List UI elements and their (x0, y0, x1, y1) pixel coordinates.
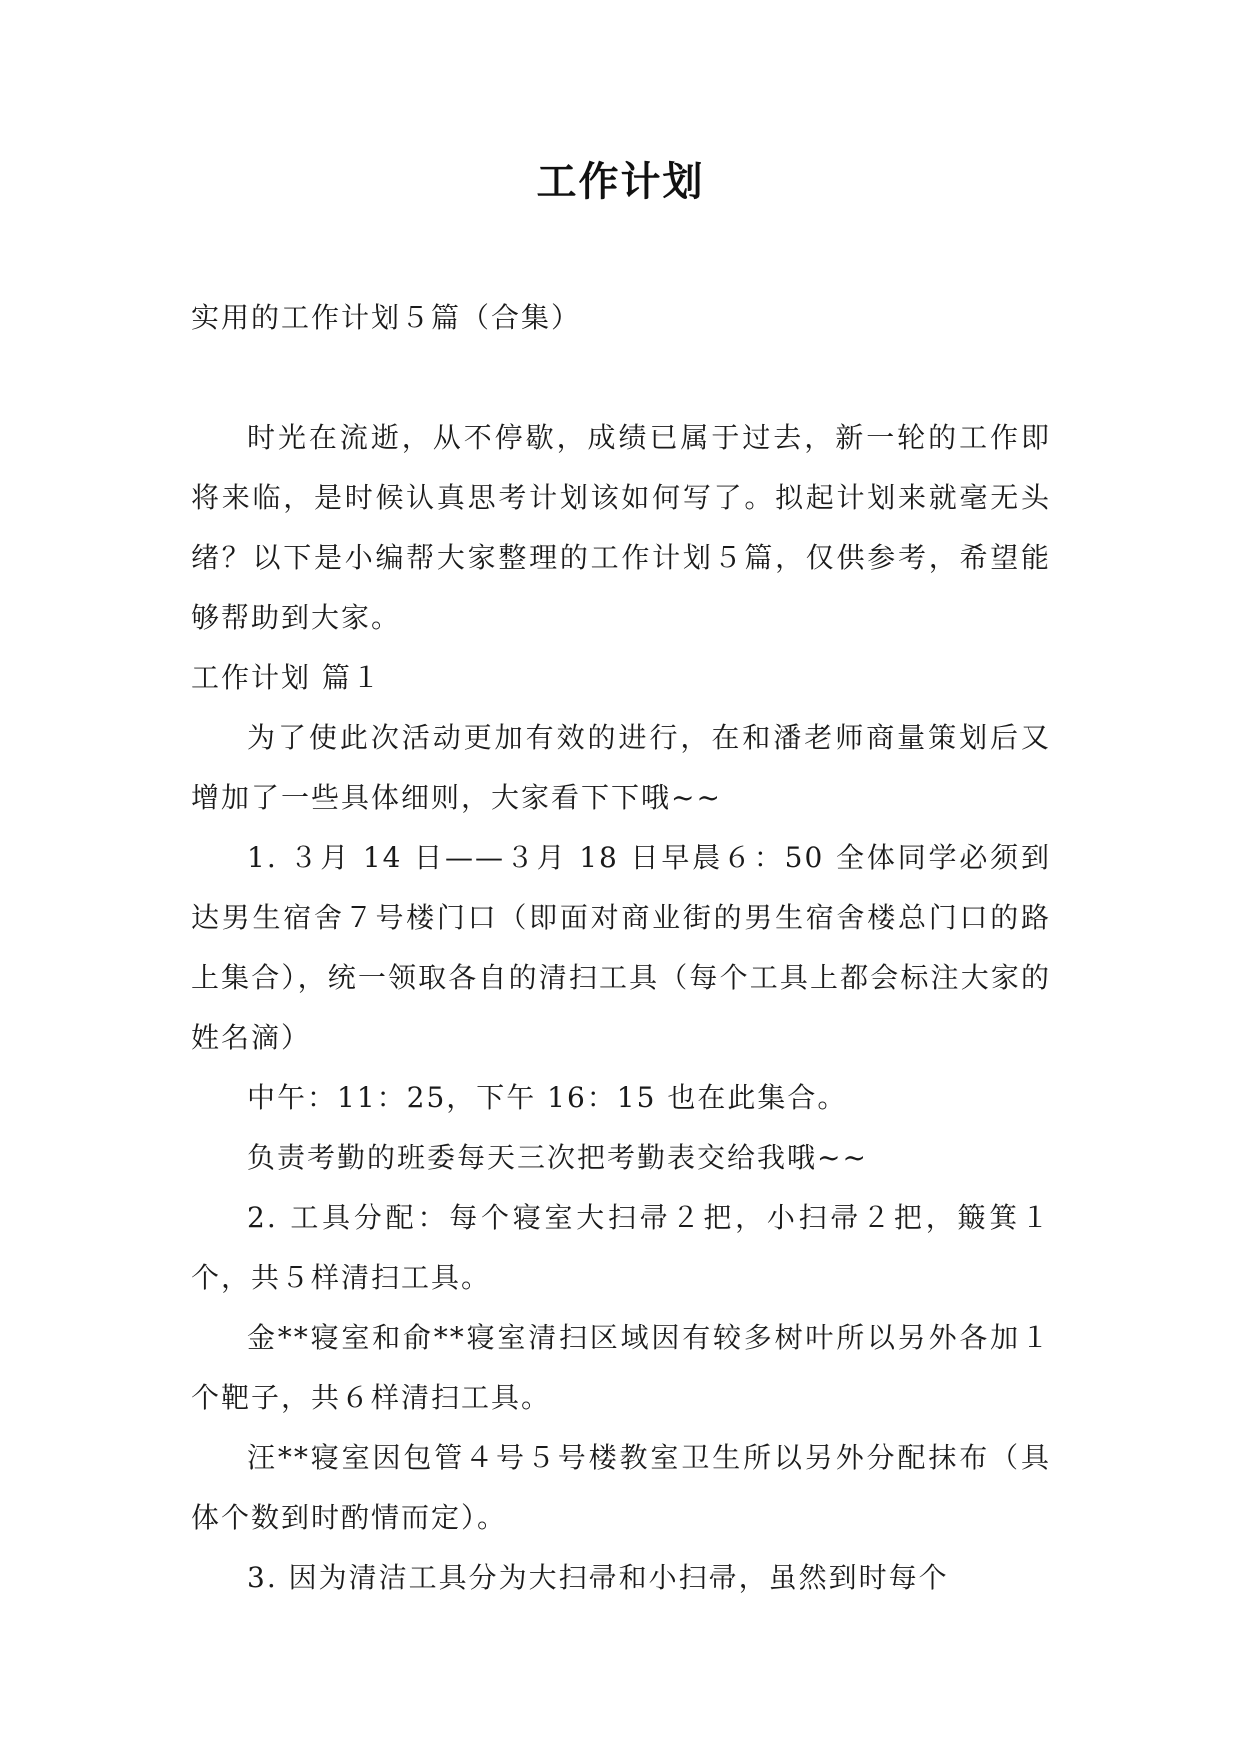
section-heading: 工作计划 篇１ (191, 661, 382, 694)
body-paragraph: 中午：11：25，下午 16：15 也在此集合。 (247, 1081, 848, 1114)
body-paragraph: 为了使此次活动更加有效的进行，在和潘老师商量策划后又增加了一些具体细则，大家看下下哦~~ (191, 721, 1051, 814)
body-paragraph: 2. 工具分配：每个寝室大扫帚２把，小扫帚２把，簸箕１个，共５样清扫工具。 (191, 1201, 1051, 1294)
body-paragraph: 汪**寝室因包管４号５号楼教室卫生所以另外分配抹布（具体个数到时酌情而定）。 (191, 1441, 1051, 1534)
document-subtitle: 实用的工作计划５篇（合集） (191, 301, 582, 334)
body-paragraph: 3. 因为清洁工具分为大扫帚和小扫帚，虽然到时每个 (247, 1561, 949, 1594)
document-body (191, 408, 1051, 1608)
body-paragraph: 金**寝室和俞**寝室清扫区域因有较多树叶所以另外各加１个靶子，共６样清扫工具。 (191, 1321, 1051, 1414)
body-paragraph: 负责考勤的班委每天三次把考勤表交给我哦~~ (247, 1141, 868, 1174)
body-paragraph: 1. ３月 14 日——３月 18 日早晨６：50 全体同学必须到达男生宿舍７号楼门口（即面对商业街的男生宿舍楼总门口的路上集合），统一领取各自的清扫工具（每个工具上都会标注大家的姓名滴） (191, 841, 1051, 1054)
intro-paragraph: 时光在流逝，从不停歇，成绩已属于过去，新一轮的工作即将来临，是时候认真思考计划该如何写了。拟起计划来就毫无头绪？以下是小编帮大家整理的工作计划５篇，仅供参考，希望能够帮助到大家。 (191, 421, 1051, 634)
document-title: 工作计划 (536, 159, 705, 205)
